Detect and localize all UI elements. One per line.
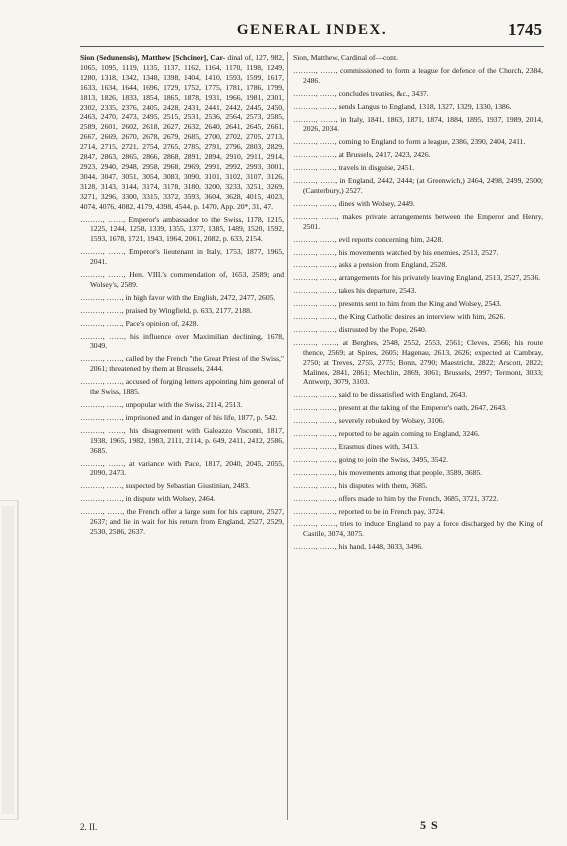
index-subentry: ………, ……, asks a pension from England, 2528. [293, 260, 448, 270]
library-stamp-watermark [0, 500, 22, 820]
index-subentry: ………, ……, takes his departure, 2543. [293, 286, 417, 296]
index-subentry: ………, ……, tries to induce England to pay a force discharged by the King of Castile, 3074, 3075. [293, 519, 543, 539]
index-subentry: ………, ……, presents sent to him from the King and Wolsey, 2543. [293, 299, 502, 309]
index-subentry: ………, ……, his disputes with them, 3685. [293, 480, 428, 490]
index-subentry: ………, ……, coming to England to form a league, 2386, 2390, 2404, 2411. [293, 137, 526, 147]
index-subentry: ………, ……, accused of forging letters appointing him general of the Swiss, 1885. [80, 377, 284, 397]
page-number: 1745 [508, 20, 542, 39]
index-subentry: ………, ……, in dispute with Wolsey, 2464. [80, 494, 216, 504]
index-subentry: ………, ……, his movements among that people, 3589, 3685. [293, 467, 483, 477]
index-subentry: ………, ……, present at the taking of the Emperor's oath, 2647, 2643. [293, 403, 507, 413]
index-subentry: ………, ……, concludes treaties, &c., 3437. [293, 88, 429, 98]
index-subentry: ………, ……, in high favor with the English, 2472, 2477, 2605. [80, 292, 276, 302]
index-subentry: ………, ……, reported to be in French pay, 3724. [293, 506, 445, 516]
index-subentry: ………, ……, dines with Wolsey, 2449. [293, 198, 415, 208]
index-subentry: ………, ……, offers made to him by the French, 3685, 3721, 3722. [293, 493, 499, 503]
index-subentry: ………, ……, in Italy, 1841, 1863, 1871, 1874, 1884, 1895, 1937, 1989, 2014, 2026, 2034. [293, 114, 543, 134]
index-subentry: ………, ……, imprisoned and in danger of his life, 1877, p. 542. [80, 412, 278, 422]
index-subentry: ………, ……, arrangements for his privately leaving England, 2513, 2527, 2536. [293, 273, 541, 283]
index-subentry: ………, ……, travels in disguise, 2451. [293, 163, 415, 173]
page-title: GENERAL INDEX. [236, 22, 388, 38]
index-subentry: ………, ……, praised by Wingfield, p. 633, 2177, 2188. [80, 305, 252, 315]
index-subentry: ………, ……, commissioned to form a league for defence of the Church, 2384, 2486. [293, 65, 543, 85]
index-subentry: ………, ……, in England, 2442, 2444; (at Greenwich,) 2464, 2498, 2499, 2500; (Canterbury,) 2527. [293, 176, 543, 195]
right-entries-list [293, 66, 543, 552]
continuation-head: Sion, Matthew, Cardinal of—cont. [293, 53, 398, 62]
header-rule [80, 46, 544, 47]
index-subentry: ………, ……, reported to be again coming to England, 3246. [293, 429, 480, 439]
index-subentry: ………, ……, Hen. VIII.'s commendation of, 1653, 2589; and Wolsey's, 2589. [80, 270, 284, 289]
index-subentry: ………, ……, his disagreement with Galeazzo Visconti, 1817, 1938, 1965, 1982, 1983, 2111, 2114, p. 649, 2411, 2412, 2586, 3685. [80, 425, 284, 455]
index-subentry: ………, ……, distrusted by the Pope, 2640. [293, 324, 427, 334]
index-subentry: ………, ……, his hand, 1448, 3033, 3496. [293, 542, 423, 552]
left-column [80, 53, 284, 540]
index-subentry: ………, ……, going to join the Swiss, 3495, 3542. [293, 454, 449, 464]
index-subentry: ………, ……, unpopular with the Swiss, 2114, 2513. [80, 400, 243, 409]
main-entry-head: Sion (Sedunensis), Matthew [Schciner], Car- [80, 53, 226, 62]
index-subentry: ………, ……, said to be dissatisfied with England, 2643. [293, 390, 468, 400]
index-subentry: ………, ……, Emperor's ambassador to the Swiss, 1178, 1215, 1225, 1244, 1258, 1339, 1355, 1377, 1385, 1489, 1520, 1592, 1593, 1678, 1721, 1943, 1964, 2061, 2082, p. 633, 2154. [80, 214, 284, 244]
index-subentry: ………, ……, the French offer a large sum for his capture, 2527, 2637; and lie in wait for his return from England, 2527, 2529, 2530, 2586, 2637. [80, 507, 284, 536]
gathering-mark: 5 S [420, 818, 439, 832]
signature-mark: 2. II. [80, 822, 98, 832]
page-header [82, 20, 542, 42]
index-subentry: ………, ……, at Brussels, 2417, 2423, 2426. [293, 150, 431, 160]
index-subentry: ………, ……, the King Catholic desires an interview with him, 2626. [293, 312, 506, 322]
index-subentry: ………, ……, his movements watched by his enemies, 2513, 2527. [293, 247, 499, 257]
right-column [293, 53, 543, 555]
index-subentry: ………, ……, evil reports concerning him, 2428. [293, 234, 444, 244]
index-subentry: ………, ……, his influence over Maximilian declining, 1678, 3049. [80, 331, 284, 351]
index-subentry: ………, ……, Pace's opinion of, 2428. [80, 318, 199, 328]
index-subentry: ………, ……, called by the French "the Great Priest of the Swiss," 2061; threatened by them at Brussels, 2444. [80, 354, 284, 374]
main-entry [80, 53, 284, 212]
index-subentry: ………, ……, Emperor's lieutenant in Italy, 1753, 1877, 1965, 2041. [80, 247, 284, 267]
index-subentry: ………, ……, at Berghes, 2548, 2552, 2553, 2561; Cleves, 2566; his route thence, 2569; at Spires, 2605; Hagenau, 2613, 2626; expected at Cambray, 2750; at Treves, 2755, 2775; Bonn, 2790; Maestricht, 2822; Arscott, 2822; Malines, 2841, 2861; Mechlin, 2869, 3061; Brussels, 2997; Termont, 3033; Antwerp, 3079, 3103. [293, 337, 543, 387]
index-subentry: ………, ……, Erasmus dines with, 3413. [293, 442, 419, 451]
index-subentry: ………, ……, at variance with Pace, 1817, 2040, 2045, 2055, 2090, 2473. [80, 458, 284, 478]
index-subentry: ………, ……, suspected by Sebastian Giustinian, 2483. [80, 481, 250, 491]
column-divider [287, 52, 288, 820]
left-entries-list [80, 215, 284, 537]
index-subentry: ………, ……, sends Langus to England, 1318, 1327, 1329, 1330, 1386. [293, 101, 512, 111]
index-subentry: ………, ……, makes private arrangements between the Emperor and Henry, 2501. [293, 211, 543, 231]
index-subentry: ………, ……, severely rebuked by Wolsey, 3106. [293, 416, 445, 426]
main-entry-text: dinal of, 127, 982, 1065, 1095, 1119, 1135, 1137, 1162, 1164, 1170, 1198, 1249, 1280, 1318, 1342, 1348, 1398, 1404, 1410, 1593, 1599, 1617, 1633, 1634, 1644, 1696, 1729, 1752, 1775, 1781, 1786, 1799, 1813, 1826, 1833, 1854, 1865, 1878, 1931, 1966, 1981, 2301, 2302, 2335, 2376, 2405, 2428, 2431, 2441, 2442, 2445, 2450, 2463, 2470, 2473, 2495, 2515, 2531, 2536, 2564, 2573, 2585, 2589, 2601, 2602, 2618, 2627, 2632, 2640, 2641, 2645, 2661, 2667, 2669, 2670, 2678, 2679, 2685, 2700, 2702, 2705, 2713, 2714, 2715, 2721, 2754, 2765, 2785, 2791, 2796, 2803, 2829, 2847, 2863, 2865, 2866, 2868, 2891, 2894, 2910, 2911, 2914, 2923, 2940, 2948, 2958, 2968, 2969, 2991, 2992, 2993, 3001, 3044, 3047, 3051, 3054, 3083, 3090, 3101, 3102, 3107, 3126, 3128, 3143, 3144, 3174, 3178, 3180, 3200, 3233, 3251, 3269, 3271, 3296, 3300, 3315, 3372, 3593, 3604, 3628, 4015, 4023, 4074, 4076, 4082, 4179, 4398, 4544, p. 1470, App. 20*, 31, 47. [80, 53, 284, 211]
